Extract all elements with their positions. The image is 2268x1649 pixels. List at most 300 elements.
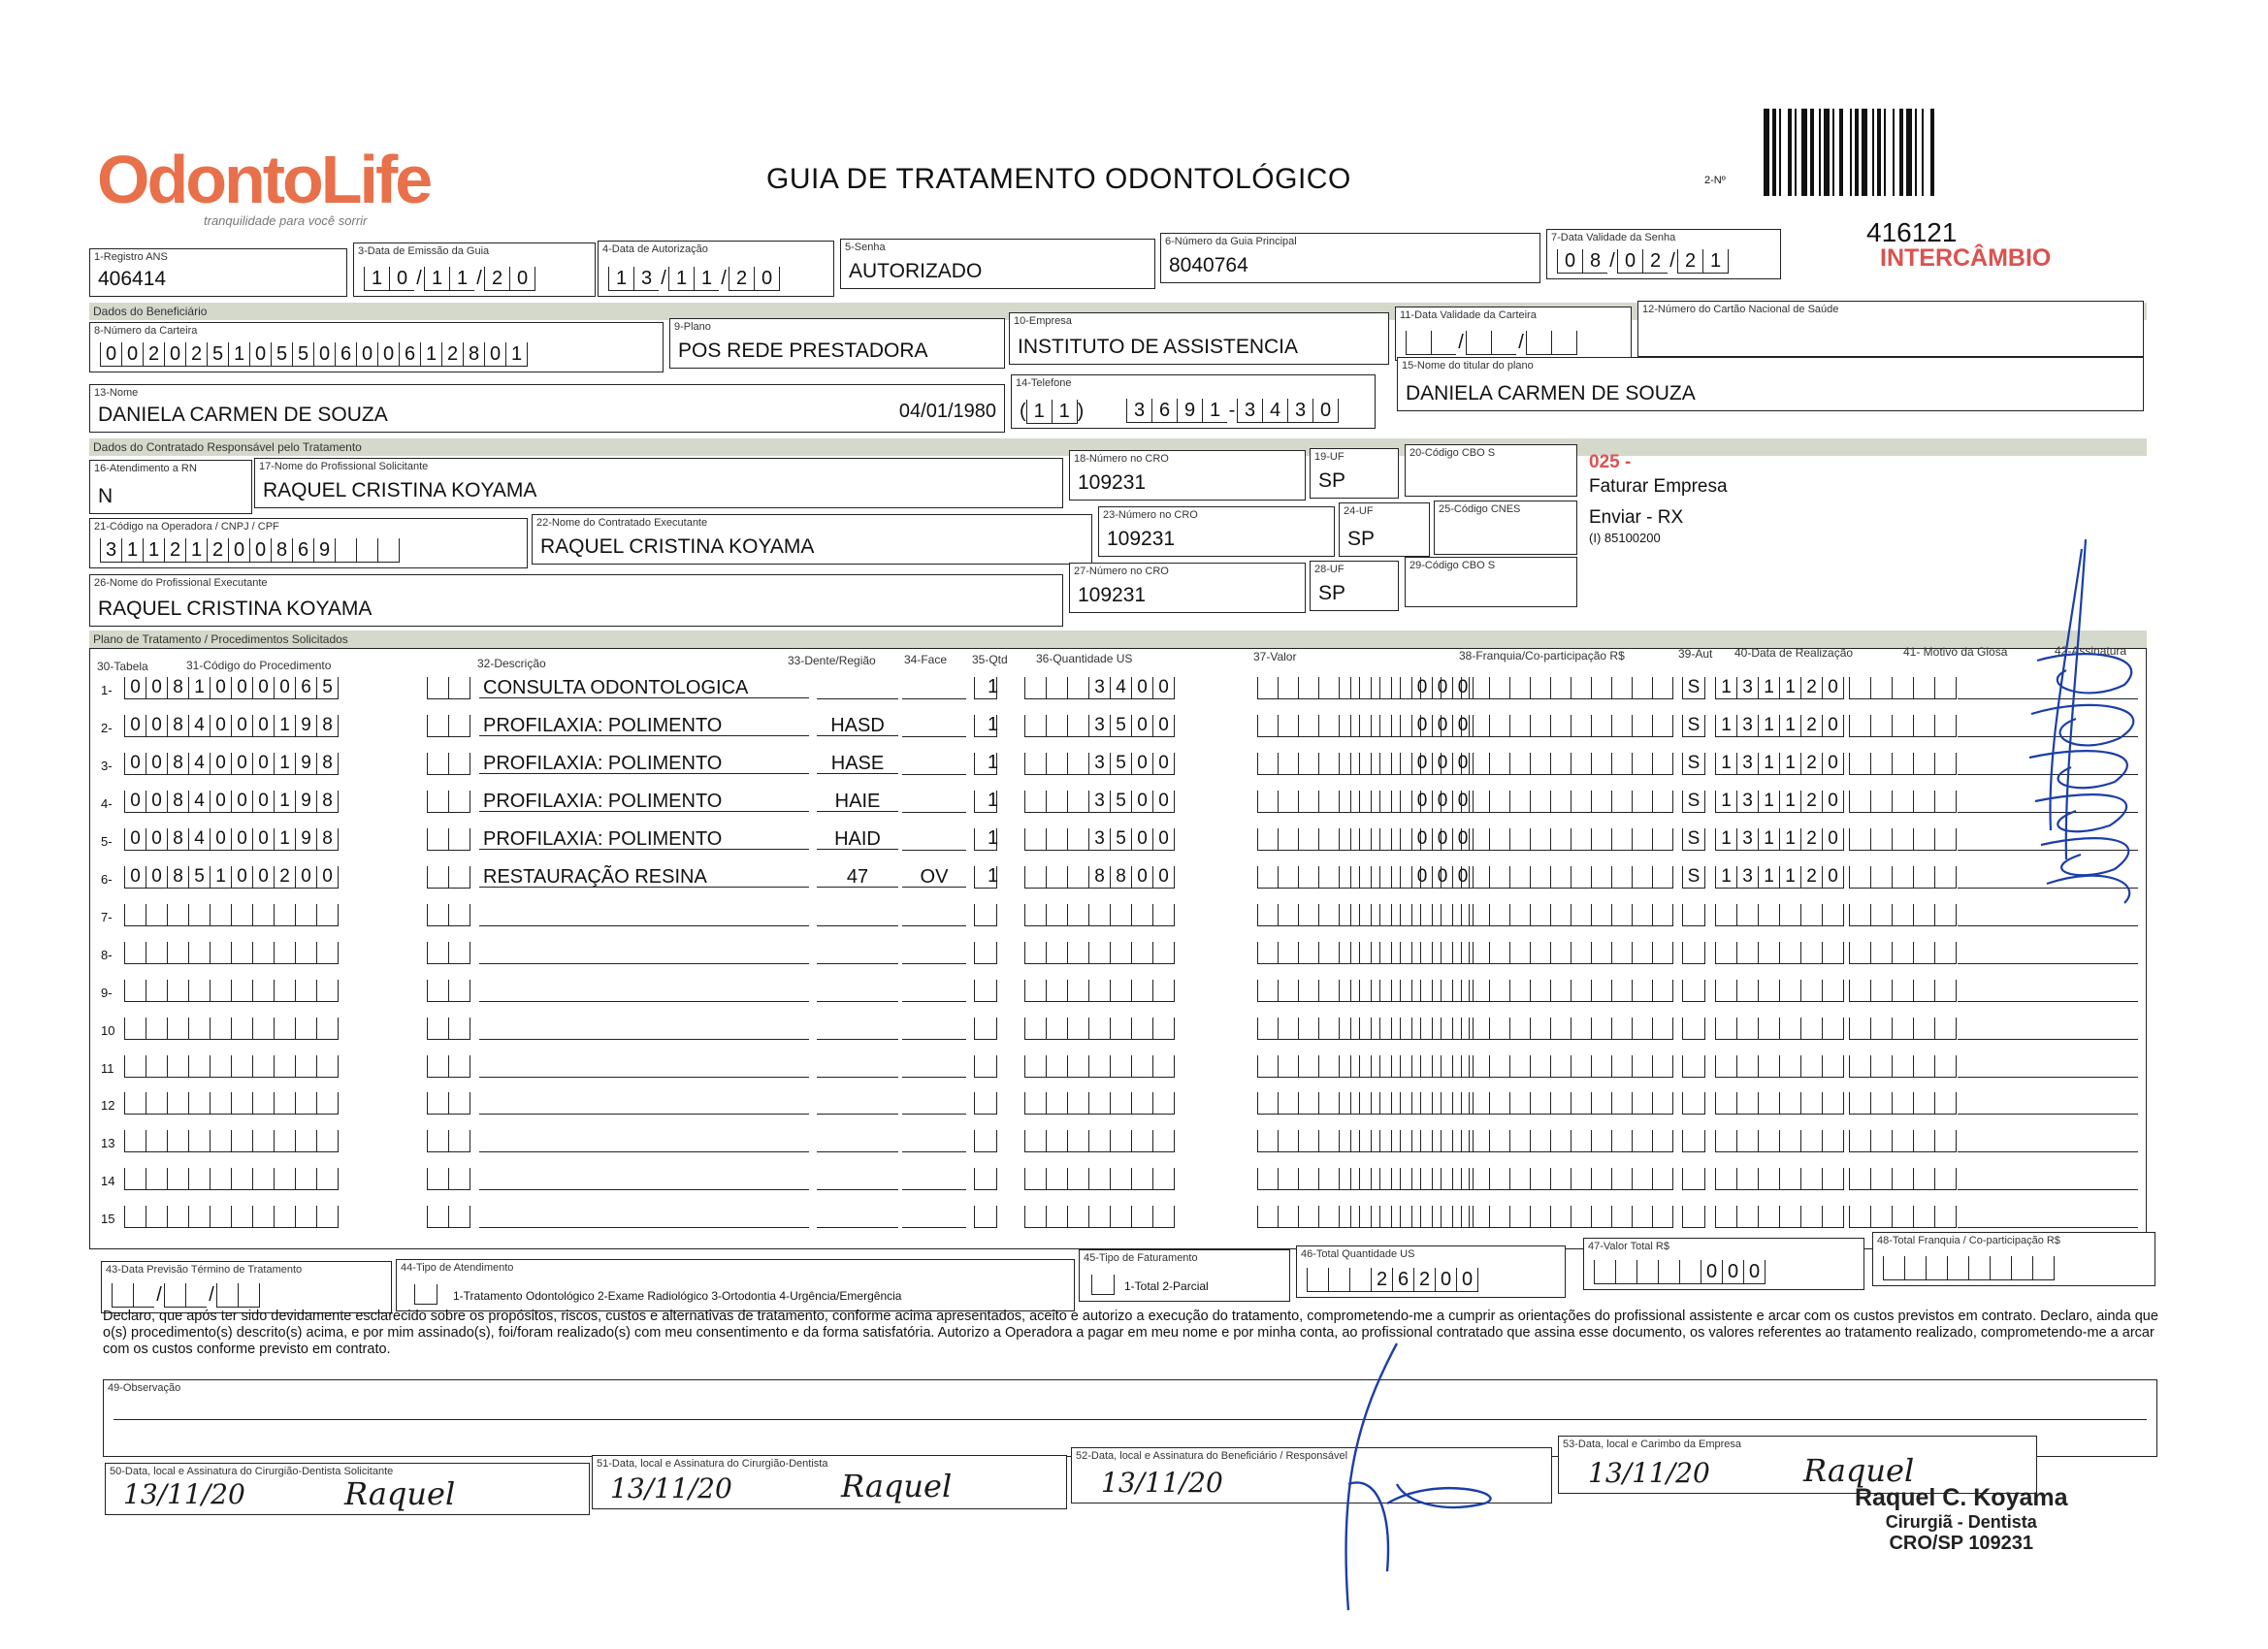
sig-52[interactable]: 52-Data, local e Assinatura do Beneficiário / Responsável 13/11/20: [1071, 1447, 1552, 1504]
digit-cell: [1715, 1018, 1736, 1040]
field-guia-principal[interactable]: 6-Número da Guia Principal 8040764: [1160, 233, 1540, 283]
procedure-data-realizacao[interactable]: [1715, 1130, 1844, 1152]
procedure-franquia[interactable]: [1469, 753, 1673, 775]
procedure-dente[interactable]: HASE: [817, 753, 898, 774]
digit-cell: [448, 1168, 470, 1190]
field-validade-senha[interactable]: 7-Data Validade da Senha 0 8 / 0 2 / 2 1: [1546, 229, 1781, 279]
procedure-extra[interactable]: [427, 1055, 470, 1078]
digit-cell: [1682, 1092, 1705, 1115]
digit-box: [335, 538, 356, 563]
procedure-assinatura[interactable]: [1958, 1092, 2138, 1115]
procedure-aut[interactable]: [1682, 866, 1705, 889]
digit-cell: [1758, 980, 1779, 1002]
procedure-extra[interactable]: [427, 1018, 470, 1040]
procedure-data-realizacao[interactable]: [1715, 1092, 1844, 1115]
procedure-face[interactable]: OV: [902, 866, 966, 888]
digit-cell: 0: [1131, 791, 1152, 813]
field-uf-24[interactable]: 24-UF SP: [1339, 502, 1430, 557]
procedure-aut[interactable]: [1682, 828, 1705, 851]
digit-cell: [1110, 1168, 1131, 1190]
digit-cell: [1509, 942, 1530, 964]
procedure-franquia[interactable]: [1469, 1206, 1673, 1228]
digit-cell: 9: [295, 753, 316, 775]
procedure-aut[interactable]: [1682, 1130, 1705, 1152]
procedure-data-realizacao[interactable]: [1715, 1168, 1844, 1190]
procedure-data-realizacao[interactable]: [1715, 753, 1844, 775]
procedure-franquia[interactable]: [1469, 1168, 1673, 1190]
procedure-aut[interactable]: [1682, 1055, 1705, 1078]
procedure-extra[interactable]: [427, 942, 470, 964]
procedure-franquia[interactable]: [1469, 980, 1673, 1002]
digit-cell: [1571, 828, 1591, 851]
digit-cell: [1892, 828, 1913, 851]
digit-cell: [1046, 753, 1067, 775]
procedure-valor-cents[interactable]: [1350, 677, 1474, 699]
procedure-valor-cents[interactable]: [1350, 866, 1474, 889]
procedure-franquia[interactable]: [1469, 1018, 1673, 1040]
field-cod-operadora[interactable]: 21-Código na Operadora / CNPJ / CPF 3 1 1 2 1 2 0 0 8 6 9: [89, 518, 528, 568]
procedure-dente[interactable]: [817, 904, 898, 926]
procedure-valor-cents[interactable]: [1350, 1092, 1474, 1115]
procedure-extra[interactable]: [427, 1168, 470, 1190]
procedure-aut[interactable]: [1682, 942, 1705, 964]
procedure-code[interactable]: [124, 1055, 339, 1078]
digit-cell: 2: [1800, 866, 1822, 889]
intercambio-stamp: INTERCÂMBIO: [1880, 244, 2052, 272]
field-tipo-faturamento[interactable]: 45-Tipo de Faturamento 1-Total 2-Parcial: [1079, 1249, 1290, 1302]
procedure-code[interactable]: [124, 1130, 339, 1152]
procedure-extra[interactable]: [427, 866, 470, 889]
procedure-aut[interactable]: [1682, 791, 1705, 813]
field-titular[interactable]: 15-Nome do titular do plano DANIELA CARMEN DE SOUZA: [1397, 357, 2144, 411]
procedure-dente[interactable]: [817, 942, 898, 964]
digit-cell: [1152, 1130, 1175, 1152]
digit-box: 8: [463, 342, 484, 367]
procedure-valor-cents[interactable]: [1350, 715, 1474, 737]
procedure-valor-cents[interactable]: [1350, 1206, 1474, 1228]
procedure-aut[interactable]: [1682, 753, 1705, 775]
digit-cell: 8: [167, 866, 188, 889]
digit-cell: [1391, 715, 1411, 737]
procedure-valor-cents[interactable]: [1350, 1130, 1474, 1152]
procedure-data-realizacao[interactable]: [1715, 980, 1844, 1002]
sig-51[interactable]: 51-Data, local e Assinatura do Cirurgião-Dentista 13/11/20 Raquel: [592, 1455, 1067, 1509]
digit-cell: [1800, 1168, 1822, 1190]
digit-cell: [427, 1055, 448, 1078]
digit-cell: [1489, 1168, 1509, 1190]
procedure-valor-cents[interactable]: [1350, 753, 1474, 775]
digit-cell: [1350, 1168, 1371, 1190]
procedure-aut[interactable]: [1682, 1206, 1705, 1228]
procedure-qtd-box[interactable]: [974, 904, 997, 926]
digit-cell: [1530, 942, 1550, 964]
digit-cell: [448, 715, 470, 737]
tipo-atend-checkbox[interactable]: [414, 1284, 437, 1305]
digit-cell: [1278, 942, 1298, 964]
sig-53[interactable]: 53-Data, local e Carimbo da Empresa 13/11/20 Raquel: [1558, 1436, 2037, 1494]
procedure-quantidade-us[interactable]: [1024, 1206, 1175, 1228]
field-cro-27[interactable]: 27-Número no CRO 109231: [1069, 563, 1306, 613]
procedure-code[interactable]: [124, 715, 339, 737]
procedure-extra[interactable]: [427, 715, 470, 737]
procedure-qtd-box[interactable]: [974, 1130, 997, 1152]
procedure-data-realizacao[interactable]: [1715, 942, 1844, 964]
procedure-description[interactable]: [479, 1130, 809, 1152]
procedure-dente[interactable]: [817, 1092, 898, 1115]
procedure-face[interactable]: [902, 828, 966, 851]
procedure-quantidade-us[interactable]: [1024, 942, 1175, 964]
procedure-quantidade-us[interactable]: [1024, 715, 1175, 737]
procedure-description[interactable]: [479, 904, 809, 926]
procedure-extra[interactable]: [427, 1206, 470, 1228]
procedure-extra[interactable]: [427, 791, 470, 813]
digit-cell: [1152, 904, 1175, 926]
procedure-motivo-glosa[interactable]: [1849, 1092, 1957, 1115]
digit-cell: [1371, 753, 1391, 775]
procedure-data-realizacao[interactable]: [1715, 1206, 1844, 1228]
digit-cell: 0: [252, 677, 274, 699]
field-cro-23[interactable]: 23-Número no CRO 109231: [1098, 506, 1335, 557]
field-prof-solicitante[interactable]: 17-Nome do Profissional Solicitante RAQUEL CRISTINA KOYAMA: [254, 458, 1063, 508]
procedure-dente[interactable]: 47: [817, 866, 898, 888]
procedure-franquia[interactable]: [1469, 904, 1673, 926]
digit-cell: [1571, 677, 1591, 699]
procedure-extra[interactable]: [427, 980, 470, 1002]
procedure-description[interactable]: [479, 1168, 809, 1190]
field-data-autorizacao[interactable]: 4-Data de Autorização 1 3 / 1 1 / 2 0: [598, 241, 834, 297]
procedure-description[interactable]: PROFILAXIA: POLIMENTO: [479, 753, 809, 774]
field-uf-28[interactable]: 28-UF SP: [1310, 561, 1399, 611]
digit-cell: [1892, 1206, 1913, 1228]
procedure-motivo-glosa[interactable]: [1849, 1130, 1957, 1152]
procedure-aut[interactable]: [1682, 904, 1705, 926]
procedure-description[interactable]: PROFILAXIA: POLIMENTO: [479, 828, 809, 850]
field-cbo-29[interactable]: 29-Código CBO S: [1405, 557, 1577, 607]
procedure-data-realizacao[interactable]: [1715, 715, 1844, 737]
procedure-motivo-glosa[interactable]: [1849, 866, 1957, 889]
digit-cell: [1571, 1055, 1591, 1078]
procedure-extra[interactable]: [427, 1092, 470, 1115]
procedure-motivo-glosa[interactable]: [1849, 1206, 1957, 1228]
procedure-data-realizacao[interactable]: [1715, 677, 1844, 699]
field-cbo-20[interactable]: 20-Código CBO S: [1405, 444, 1577, 497]
procedure-extra[interactable]: [427, 904, 470, 926]
field-tipo-atendimento[interactable]: 44-Tipo de Atendimento 1-Tratamento Odontológico 2-Exame Radiológico 3-Ortodontia 4-Urgência/Emergência: [396, 1259, 1075, 1311]
procedure-face[interactable]: [902, 791, 966, 813]
procedure-quantidade-us[interactable]: [1024, 1055, 1175, 1078]
digit-cell: [427, 1018, 448, 1040]
digit-box: [1968, 1256, 1990, 1280]
procedure-description[interactable]: [479, 1206, 809, 1228]
digit-cell: [1550, 677, 1571, 699]
procedure-dente[interactable]: [817, 1206, 898, 1228]
procedure-valor-cents[interactable]: [1350, 1018, 1474, 1040]
procedure-motivo-glosa[interactable]: [1849, 677, 1957, 699]
procedure-motivo-glosa[interactable]: [1849, 942, 1957, 964]
digit-cell: 0: [1411, 677, 1432, 699]
procedure-franquia[interactable]: [1469, 828, 1673, 851]
procedure-extra[interactable]: [427, 828, 470, 851]
field-observacao[interactable]: 49-Observação: [103, 1379, 2157, 1457]
procedure-quantidade-us[interactable]: [1024, 980, 1175, 1002]
field-total-franquia[interactable]: 48-Total Franquia / Co-participação R$: [1872, 1232, 2155, 1286]
procedure-description[interactable]: [479, 1092, 809, 1115]
digit-box: 1: [1202, 399, 1227, 423]
field-prof-executante[interactable]: 26-Nome do Profissional Executante RAQUEL CRISTINA KOYAMA: [89, 574, 1063, 627]
digit-box: [1526, 331, 1551, 355]
digit-cell: [1298, 677, 1318, 699]
procedure-franquia[interactable]: [1469, 942, 1673, 964]
procedure-qtd-box[interactable]: [974, 942, 997, 964]
procedure-data-realizacao[interactable]: [1715, 866, 1844, 889]
procedure-code[interactable]: [124, 753, 339, 775]
digit-box: 0: [249, 342, 271, 367]
field-previsao[interactable]: 43-Data Previsão Término de Tratamento / /: [101, 1261, 392, 1313]
procedure-franquia[interactable]: [1469, 866, 1673, 889]
field-telefone[interactable]: 14-Telefone ( 1 1 ) 3 6 9 1 - 3 4 3 0: [1011, 374, 1376, 429]
digit-cell: 0: [1822, 715, 1844, 737]
digit-cell: [231, 942, 252, 964]
field-plano[interactable]: 9-Plano POS REDE PRESTADORA: [669, 318, 1005, 369]
procedure-quantidade-us[interactable]: [1024, 677, 1175, 699]
procedure-description[interactable]: [479, 1018, 809, 1040]
procedure-data-realizacao[interactable]: [1715, 1018, 1844, 1040]
field-cartao-nacional[interactable]: 12-Número do Cartão Nacional de Saúde: [1637, 301, 2144, 357]
digit-cell: [1350, 980, 1371, 1002]
digit-cell: [1298, 904, 1318, 926]
digit-cell: [1611, 1206, 1632, 1228]
procedure-extra[interactable]: [427, 1130, 470, 1152]
procedure-assinatura[interactable]: [1958, 1055, 2138, 1078]
procedure-code[interactable]: [124, 980, 339, 1002]
procedure-qtd-box[interactable]: [974, 1092, 997, 1115]
procedure-aut[interactable]: [1682, 1092, 1705, 1115]
digit-cell: [1849, 1168, 1870, 1190]
digit-cell: [1652, 677, 1673, 699]
procedure-code[interactable]: [124, 866, 339, 889]
digit-cell: [1652, 904, 1673, 926]
digit-cell: [1800, 1018, 1822, 1040]
procedure-valor-cents[interactable]: [1350, 1055, 1474, 1078]
digit-cell: 1: [1779, 715, 1800, 737]
procedure-code[interactable]: [124, 1018, 339, 1040]
procedure-quantidade-us[interactable]: [1024, 828, 1175, 851]
procedure-face[interactable]: [902, 1018, 966, 1040]
digit-cell: 5: [316, 677, 339, 699]
procedure-code[interactable]: [124, 791, 339, 813]
field-carteira[interactable]: 8-Número da Carteira 0 0 2 0 2 5 1 0 5 5 0 6 0 0 6 1 2 8 0 1: [89, 322, 664, 372]
procedure-face[interactable]: [902, 1092, 966, 1115]
procedure-face[interactable]: [902, 904, 966, 926]
procedure-assinatura[interactable]: [1958, 1130, 2138, 1152]
procedure-extra[interactable]: [427, 753, 470, 775]
procedure-motivo-glosa[interactable]: [1849, 980, 1957, 1002]
procedure-face[interactable]: [902, 677, 966, 699]
procedure-dente[interactable]: HASD: [817, 715, 898, 736]
digit-cell: [1530, 866, 1550, 889]
field-registro-ans[interactable]: 1-Registro ANS 406414: [89, 248, 347, 297]
procedure-motivo-glosa[interactable]: [1849, 828, 1957, 851]
procedure-quantidade-us[interactable]: [1024, 791, 1175, 813]
field-valor-total[interactable]: 47-Valor Total R$ 0 0 0: [1583, 1238, 1864, 1290]
procedure-dente[interactable]: [817, 1130, 898, 1152]
annotation-line3: (I) 85100200: [1589, 531, 1661, 545]
procedure-face[interactable]: [902, 1206, 966, 1228]
procedure-franquia[interactable]: [1469, 791, 1673, 813]
procedure-quantidade-us[interactable]: [1024, 1168, 1175, 1190]
procedure-extra[interactable]: [427, 677, 470, 699]
digit-cell: 0: [1131, 828, 1152, 851]
procedure-dente[interactable]: [817, 1168, 898, 1190]
procedure-dente[interactable]: [817, 1055, 898, 1078]
procedure-quantidade-us[interactable]: [1024, 866, 1175, 889]
procedure-dente[interactable]: [817, 980, 898, 1002]
procedure-description[interactable]: [479, 980, 809, 1002]
procedure-qtd-box[interactable]: [974, 1018, 997, 1040]
procedure-face[interactable]: [902, 753, 966, 775]
field-nome[interactable]: 13-Nome DANIELA CARMEN DE SOUZA 04/01/1980: [89, 384, 1005, 433]
procedure-code[interactable]: [124, 677, 339, 699]
procedure-description[interactable]: [479, 942, 809, 964]
digit-cell: 0: [274, 677, 295, 699]
procedure-description[interactable]: RESTAURAÇÃO RESINA: [479, 866, 809, 888]
digit-cell: [1652, 1206, 1673, 1228]
procedure-motivo-glosa[interactable]: [1849, 904, 1957, 926]
procedure-face[interactable]: [902, 1055, 966, 1078]
field-validade-carteira[interactable]: 11-Data Validade da Carteira / /: [1395, 307, 1632, 361]
procedure-motivo-glosa[interactable]: [1849, 1018, 1957, 1040]
procedure-data-realizacao[interactable]: [1715, 904, 1844, 926]
procedure-aut[interactable]: [1682, 1168, 1705, 1190]
digit-cell: 5: [1110, 715, 1131, 737]
procedure-dente[interactable]: HAIE: [817, 791, 898, 812]
digit-box: 4: [1262, 399, 1287, 423]
procedure-franquia[interactable]: [1469, 1130, 1673, 1152]
procedure-quantidade-us[interactable]: [1024, 904, 1175, 926]
digit-cell: 0: [1152, 677, 1175, 699]
procedure-description[interactable]: PROFILAXIA: POLIMENTO: [479, 715, 809, 736]
procedure-qtd-box[interactable]: [974, 1055, 997, 1078]
procedure-franquia[interactable]: [1469, 1092, 1673, 1115]
digit-cell: [1652, 753, 1673, 775]
date-separator: /: [1669, 250, 1675, 272]
digit-cell: [316, 942, 339, 964]
digit-cell: [1652, 1018, 1673, 1040]
procedure-description[interactable]: PROFILAXIA: POLIMENTO: [479, 791, 809, 812]
procedure-face[interactable]: [902, 715, 966, 737]
procedure-face[interactable]: [902, 1168, 966, 1190]
procedure-valor-cents[interactable]: [1350, 1168, 1474, 1190]
field-cnes[interactable]: 25-Código CNES: [1434, 501, 1577, 555]
field-atend-rn[interactable]: 16-Atendimento a RN N: [89, 460, 252, 514]
digit-cell: 3: [1088, 791, 1110, 813]
digit-cell: [231, 1168, 252, 1190]
digit-cell: [1278, 1130, 1298, 1152]
procedure-code[interactable]: [124, 942, 339, 964]
procedure-dente[interactable]: HAID: [817, 828, 898, 850]
digit-cell: [1509, 791, 1530, 813]
field-uf-19[interactable]: 19-UF SP: [1310, 448, 1399, 499]
procedure-qtd-box[interactable]: [974, 1206, 997, 1228]
procedure-franquia[interactable]: [1469, 715, 1673, 737]
field-empresa[interactable]: 10-Empresa INSTITUTO DE ASSISTENCIA: [1009, 312, 1389, 365]
procedure-description[interactable]: [479, 1055, 809, 1078]
procedure-qtd-box[interactable]: [974, 1168, 997, 1190]
procedure-motivo-glosa[interactable]: [1849, 1055, 1957, 1078]
procedure-face[interactable]: [902, 1130, 966, 1152]
digit-cell: [448, 677, 470, 699]
procedure-code[interactable]: [124, 1092, 339, 1115]
digit-cell: [1530, 904, 1550, 926]
digit-cell: 4: [1110, 677, 1131, 699]
digit-box: 1: [121, 538, 143, 563]
procedure-valor-cents[interactable]: [1350, 942, 1474, 964]
procedure-franquia[interactable]: [1469, 677, 1673, 699]
procedure-code[interactable]: [124, 1168, 339, 1190]
procedure-valor-cents[interactable]: [1350, 828, 1474, 851]
procedure-data-realizacao[interactable]: [1715, 828, 1844, 851]
procedure-aut[interactable]: [1682, 1018, 1705, 1040]
procedure-quantidade-us[interactable]: [1024, 1092, 1175, 1115]
digit-cell: [1350, 791, 1371, 813]
procedure-face[interactable]: [902, 942, 966, 964]
field-senha[interactable]: 5-Senha AUTORIZADO: [840, 239, 1155, 289]
procedure-motivo-glosa[interactable]: [1849, 791, 1957, 813]
procedure-quantidade-us[interactable]: [1024, 1018, 1175, 1040]
procedure-qtd-box[interactable]: [974, 980, 997, 1002]
procedure-quantidade-us[interactable]: [1024, 753, 1175, 775]
procedure-motivo-glosa[interactable]: [1849, 715, 1957, 737]
procedure-data-realizacao[interactable]: [1715, 791, 1844, 813]
digit-cell: [1469, 828, 1489, 851]
procedure-dente[interactable]: [817, 677, 898, 699]
procedure-valor-cents[interactable]: [1350, 980, 1474, 1002]
procedure-aut[interactable]: [1682, 980, 1705, 1002]
procedure-code[interactable]: [124, 904, 339, 926]
procedure-assinatura[interactable]: [1958, 1206, 2138, 1228]
field-cro-18[interactable]: 18-Número no CRO 109231: [1069, 450, 1306, 501]
procedure-dente[interactable]: [817, 1018, 898, 1040]
digit-cell: [1318, 980, 1339, 1002]
procedure-motivo-glosa[interactable]: [1849, 753, 1957, 775]
procedure-valor-cents[interactable]: [1350, 904, 1474, 926]
procedure-quantidade-us[interactable]: [1024, 1130, 1175, 1152]
digit-cell: [1110, 980, 1131, 1002]
digit-cell: [252, 1055, 274, 1078]
sig-50[interactable]: 50-Data, local e Assinatura do Cirurgião-Dentista Solicitante 13/11/20 Raquel: [105, 1463, 590, 1515]
procedure-data-realizacao[interactable]: [1715, 1055, 1844, 1078]
procedure-valor-cents[interactable]: [1350, 791, 1474, 813]
tipo-fat-checkbox[interactable]: [1091, 1275, 1115, 1295]
procedure-motivo-glosa[interactable]: [1849, 1168, 1957, 1190]
procedure-franquia[interactable]: [1469, 1055, 1673, 1078]
field-total-us[interactable]: 46-Total Quantidade US 2 6 2 0 0: [1296, 1245, 1566, 1298]
procedure-assinatura[interactable]: [1958, 1018, 2138, 1040]
procedure-description[interactable]: CONSULTA ODONTOLOGICA: [479, 677, 809, 698]
procedure-assinatura[interactable]: [1958, 1168, 2138, 1190]
digit-cell: 1: [1758, 791, 1779, 813]
digit-cell: [448, 1055, 470, 1078]
procedure-code[interactable]: [124, 1206, 339, 1228]
digit-cell: [1892, 1092, 1913, 1115]
procedure-code[interactable]: [124, 828, 339, 851]
procedure-aut[interactable]: [1682, 715, 1705, 737]
field-contratado-exec[interactable]: 22-Nome do Contratado Executante RAQUEL CRISTINA KOYAMA: [532, 514, 1092, 565]
procedure-face[interactable]: [902, 980, 966, 1002]
field-data-emissao[interactable]: 3-Data de Emissão da Guia 1 0 / 1 1 / 2 0: [353, 242, 596, 297]
digit-cell: [1682, 1130, 1705, 1152]
procedure-aut[interactable]: [1682, 677, 1705, 699]
